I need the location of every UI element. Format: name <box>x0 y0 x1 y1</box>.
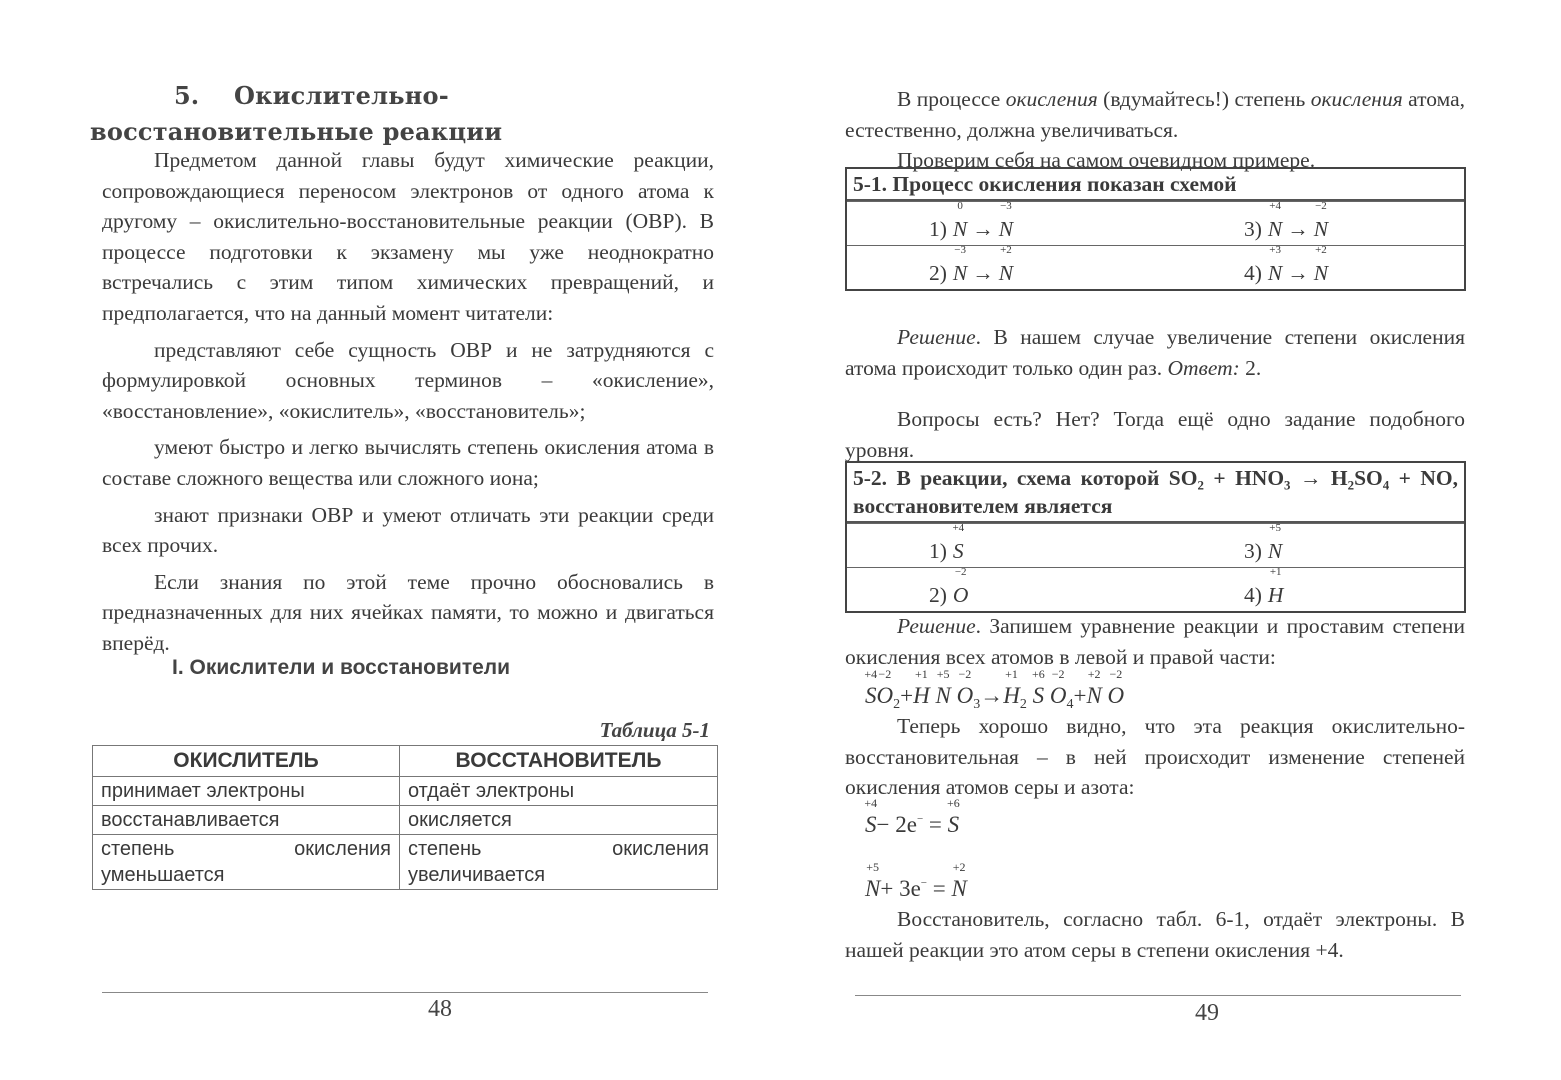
option-label: 3) <box>1244 539 1262 563</box>
oxidation-state: +5 <box>1269 522 1281 534</box>
paragraph: Проверим себя на самом очевидном примере. <box>897 148 1316 173</box>
transition-paragraph: Вопросы есть? Нет? Тогда ещё одно задание подобного уровня. <box>845 407 1465 462</box>
atom: O −2 <box>952 566 969 607</box>
oxidation-state: 0 <box>957 200 963 212</box>
task-header: 5-1. Процесс окисления показан схемой <box>847 169 1464 201</box>
atom: S +4 <box>952 522 965 563</box>
table-cell: степень окисления уменьшается <box>93 835 400 890</box>
solution-5-2 <box>845 611 1465 672</box>
option-label: 1) <box>929 217 947 241</box>
table-header: ОКИСЛИТЕЛЬ <box>93 746 400 777</box>
oxidation-state: −2 <box>954 566 967 578</box>
chapter-title-text: Окислительно-восстановительные реакции <box>90 81 503 146</box>
answer-value: 2. <box>1239 355 1262 380</box>
footer-divider <box>855 995 1461 996</box>
section-title: I. Окислители и восстановители <box>172 656 511 679</box>
task-options-row <box>847 245 1464 289</box>
table-caption: Таблица 5-1 <box>599 718 710 742</box>
option-label: 1) <box>929 539 947 563</box>
answer-option-2[interactable] <box>929 244 1014 286</box>
page-number: 49 <box>1195 1000 1219 1026</box>
answer-label: Ответ: <box>1167 355 1240 380</box>
atom: N +4 <box>1267 200 1283 241</box>
table-row <box>93 835 718 890</box>
task-5-2 <box>845 461 1466 613</box>
atom: N +3 <box>1267 244 1283 285</box>
arrow-icon: → <box>972 217 994 241</box>
answer-option-3[interactable] <box>1244 522 1283 564</box>
table-cell: восстанавливается <box>93 806 400 835</box>
table-cell: степень окисления увеличивается <box>400 835 718 890</box>
emphasis: окисления <box>1005 87 1098 111</box>
page-number: 48 <box>428 996 452 1022</box>
oxidation-state: +4 <box>1269 200 1281 212</box>
text-run: В процессе <box>897 87 1006 111</box>
paragraph: Если знания по этой теме прочно обосновались в предназначенных для них ячейках памяти, то можно и двигаться вперёд. <box>102 569 714 655</box>
atom: N −3 <box>998 200 1014 241</box>
answer-option-1[interactable] <box>929 200 1014 242</box>
paragraph: Восстановитель, согласно табл. 6-1, отдаёт электроны. В нашей реакции это атом серы в степени окисления +4. <box>845 907 1465 962</box>
oxidation-state: +4 <box>952 522 965 534</box>
atom: N +2 <box>1313 244 1329 285</box>
atom: H +1 <box>1267 566 1284 607</box>
option-label: 3) <box>1244 217 1262 241</box>
option-label: 4) <box>1244 583 1262 607</box>
oxidation-state: −2 <box>1315 200 1327 212</box>
task-header: 5-2. В реакции, схема которой SO₂ + HNO₃ → H₂SO₄ + NO, восстановителем является <box>847 463 1464 523</box>
table-row <box>93 806 718 835</box>
text-run: (вдумайтесь!) степень <box>1097 87 1311 111</box>
text-run: . Запишем уравнение реакции и проставим степени окисления всех атомов в левой и правой части: <box>845 614 1465 669</box>
table-cell: принимает электроны <box>93 777 400 806</box>
answer-option-4[interactable] <box>1244 566 1284 608</box>
solution-label: Решение <box>897 325 976 349</box>
arrow-icon: → <box>1287 217 1309 241</box>
oxidation-state: −3 <box>954 244 966 256</box>
oxidation-state: +1 <box>1269 566 1282 578</box>
paragraph <box>845 84 1465 145</box>
atom: N +2 <box>998 244 1014 285</box>
text-run: атома, естественно, должна увеличиваться. <box>845 87 1465 142</box>
atom: N −2 <box>1313 200 1329 241</box>
paragraph: знают признаки ОВР и умеют отличать эти реакции среди всех прочих. <box>102 502 714 558</box>
emphasis: окисления <box>1310 87 1403 111</box>
answer-option-4[interactable] <box>1244 244 1329 286</box>
oxidation-state: +2 <box>1315 244 1327 256</box>
table-cell: отдаёт электроны <box>400 777 718 806</box>
table-cell: окисляется <box>400 806 718 835</box>
left-page <box>90 0 720 1080</box>
answer-option-1[interactable] <box>929 522 965 564</box>
chapter-title <box>90 78 720 150</box>
half-reaction-nitrogen: N +5 + 3e− = N +2 <box>865 860 967 901</box>
solution-5-1 <box>845 322 1465 383</box>
intro-text <box>845 84 1465 176</box>
solution-label: Решение <box>897 614 976 638</box>
reaction-equation: S +4 O −2 $_2$+H +1 N +5 O −2 $_3$→H +1 $_2$ S +6 O −2 $_4$+N +2 O −2 <box>864 667 1125 712</box>
answer-option-2[interactable] <box>929 566 969 608</box>
atom: N 0 <box>952 200 968 241</box>
oxidation-state: −3 <box>1000 200 1012 212</box>
chapter-number: 5. <box>174 81 200 110</box>
atom: N −3 <box>952 244 968 285</box>
table-header: ВОССТАНОВИТЕЛЬ <box>400 746 718 777</box>
left-body-text <box>102 145 714 659</box>
half-reaction-sulfur: S +4 − 2e− = S +6 <box>864 796 960 837</box>
arrow-icon: → <box>1287 261 1309 285</box>
atom: N +5 <box>1267 522 1283 563</box>
paragraph: умеют быстро и легко вычислять степень окисления атома в составе сложного вещества или сложного иона; <box>102 435 714 490</box>
oxidation-state: +2 <box>1000 244 1012 256</box>
oxidation-state: +3 <box>1269 244 1281 256</box>
option-label: 4) <box>1244 261 1262 285</box>
paragraph: Предметом данной главы будут химические реакции, сопровождающиеся переносом электронов от одного атома к другому – окислительно-восстановительные реакции (ОВР). В процессе подготовки к экзамену мы уже неоднократно встречались с этим типом химических превращений, и предполагается, что на данный момент читатели: <box>102 148 714 325</box>
paragraph: представляют себе сущность ОВР и не затрудняются с формулировкой основных терминов – «окисление», «восстановление», «окислитель», «восстановитель»; <box>102 337 714 423</box>
table-header-row <box>93 746 718 777</box>
table-row <box>93 777 718 806</box>
text-run: . В нашем случае увеличение степени окисления атома происходит только один раз. <box>845 325 1465 380</box>
arrow-icon: → <box>972 261 994 285</box>
task-options-row <box>847 523 1464 567</box>
paragraph: Теперь хорошо видно, что эта реакция окислительно-восстановительная – в ней происходит изменение степеней окисления атомов серы и азота: <box>845 714 1465 800</box>
option-label: 2) <box>929 583 947 607</box>
right-page <box>845 0 1470 1080</box>
task-5-1 <box>845 167 1466 291</box>
footer-divider <box>102 992 708 993</box>
task-options-row <box>847 567 1464 611</box>
option-label: 2) <box>929 261 947 285</box>
task-options-row <box>847 201 1464 245</box>
oxidizer-reducer-table <box>92 745 718 890</box>
answer-option-3[interactable] <box>1244 200 1329 242</box>
